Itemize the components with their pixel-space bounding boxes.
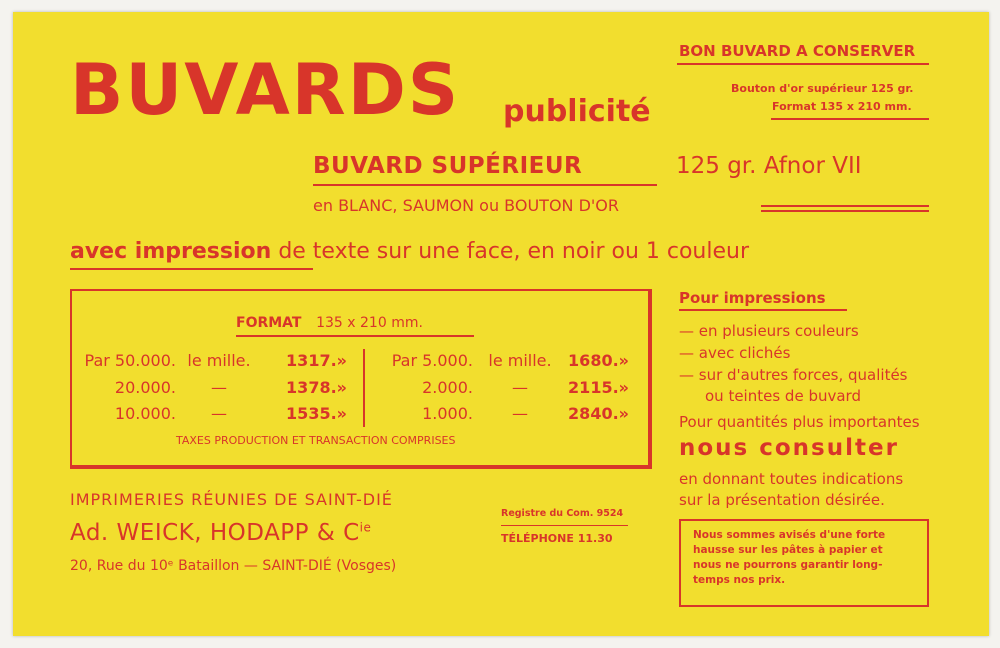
unit: le mille. <box>488 351 552 370</box>
impressions-heading: Pour impressions <box>679 289 826 307</box>
impressions-underline <box>679 309 847 311</box>
printing-line <box>70 239 749 264</box>
qty: 1.000. <box>422 404 473 423</box>
subtitle: publicité <box>503 94 651 129</box>
printer-address: 20, Rue du 10ᵉ Bataillon — SAINT-DIÉ (Vosges) <box>70 558 397 574</box>
colors-double-rule <box>761 205 929 212</box>
unit: — <box>211 378 227 397</box>
product-colors: en BLANC, SAUMON ou BOUTON D'OR <box>313 196 620 215</box>
telephone: TÉLÉPHONE 11.30 <box>501 532 613 545</box>
printing-emphasis: avec impression <box>70 239 272 264</box>
impressions-item: — avec clichés <box>679 344 791 362</box>
table-divider <box>363 349 365 427</box>
quantities-line: Pour quantités plus importantes <box>679 413 920 431</box>
qty: 10.000. <box>114 404 176 423</box>
title: BUVARDS <box>70 49 461 131</box>
printer-name-sup: ie <box>359 520 372 535</box>
taxes-note: TAXES PRODUCTION ET TRANSACTION COMPRISES <box>176 434 456 447</box>
detail-line-1: en donnant toutes indications <box>679 470 904 488</box>
blotter-card <box>13 12 989 636</box>
price: 1535.» <box>286 404 347 423</box>
format-size: 135 x 210 mm. <box>316 315 423 331</box>
price: 2115.» <box>568 378 629 397</box>
keep-line-1: Bouton d'or supérieur 125 gr. <box>731 82 914 95</box>
keep-underline <box>677 63 929 65</box>
price: 1317.» <box>286 351 347 370</box>
unit: le mille. <box>187 351 251 370</box>
printer-name-text: Ad. WEICK, HODAPP & C <box>70 520 360 546</box>
format-underline <box>236 335 474 337</box>
price: 2840.» <box>568 404 629 423</box>
qty: 2.000. <box>422 378 473 397</box>
printer-name <box>70 520 371 546</box>
keep-line-2: Format 135 x 210 mm. <box>772 100 912 113</box>
price: 1680.» <box>568 351 629 370</box>
detail-line-2: sur la présentation désirée. <box>679 491 885 509</box>
impressions-item: ou teintes de buvard <box>705 387 861 405</box>
notice-line: temps nos prix. <box>693 574 786 586</box>
registre-rule <box>501 525 628 526</box>
printing-underline <box>70 268 313 270</box>
notice-line: Nous sommes avisés d'une forte <box>693 529 886 541</box>
printer-group: IMPRIMERIES RÉUNIES DE SAINT-DIÉ <box>70 490 393 509</box>
qty: 20.000. <box>114 378 176 397</box>
registre: Registre du Com. 9524 <box>501 508 624 519</box>
qty: Par 50.000. <box>84 351 176 370</box>
printing-rest: de texte sur une face, en noir ou 1 couleur <box>278 239 750 264</box>
product-name: BUVARD SUPÉRIEUR <box>313 153 583 179</box>
notice-line: nous ne pourrons garantir long- <box>693 559 883 571</box>
unit: — <box>512 404 528 423</box>
consult-line: nous consulter <box>679 435 899 461</box>
format-word: FORMAT <box>236 315 302 331</box>
format-label <box>236 315 423 331</box>
keep-rule <box>771 118 929 120</box>
unit: — <box>512 378 528 397</box>
qty: Par 5.000. <box>391 351 473 370</box>
notice-line: hausse sur les pâtes à papier et <box>693 544 883 556</box>
product-underline <box>313 184 657 186</box>
impressions-item: — en plusieurs couleurs <box>679 322 859 340</box>
product-spec: 125 gr. Afnor VII <box>676 153 862 179</box>
keep-heading: BON BUVARD A CONSERVER <box>679 42 916 60</box>
impressions-item: — sur d'autres forces, qualités <box>679 366 908 384</box>
price: 1378.» <box>286 378 347 397</box>
unit: — <box>211 404 227 423</box>
